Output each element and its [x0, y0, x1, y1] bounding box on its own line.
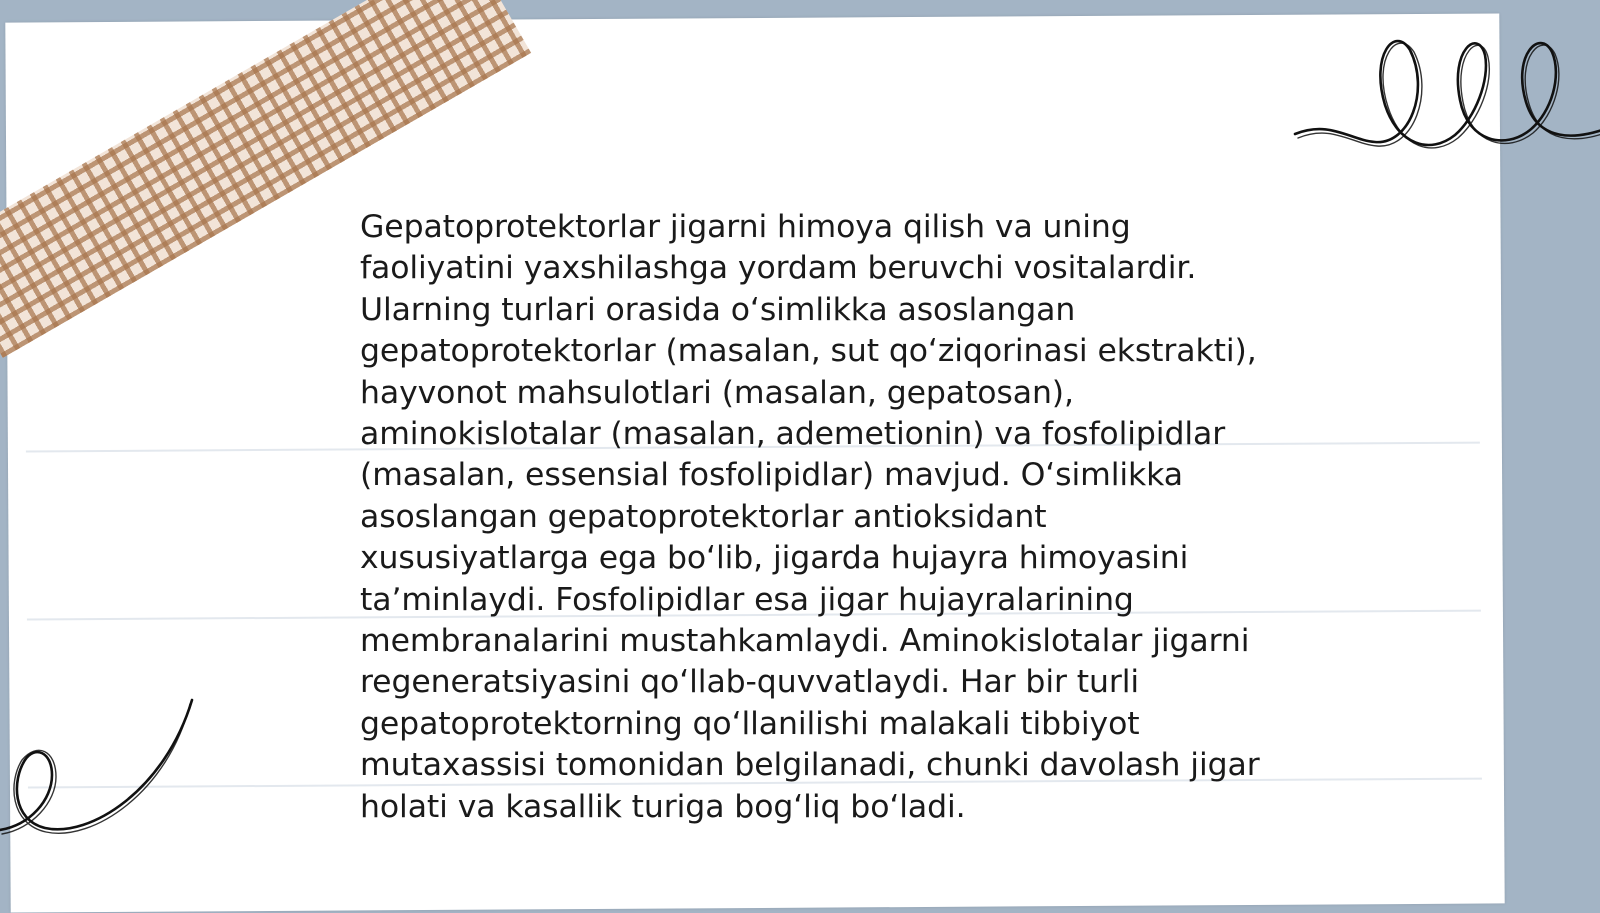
curl-doodle	[0, 690, 200, 850]
body-paragraph: Gepatoprotektorlar jigarni himoya qilish va uning faoliyatini yaxshilashga yordam beruvchi vositalardir. Ularning turlari orasida o‘simlikka asoslangan gepatoprotektorlar (masalan, sut qo‘ziqorinasi ekstrakti), hayvonot mahsulotlari (masalan, gepatosan), aminokislotalar (masalan, ademetionin) va fosfolipidlar (masalan, essensial fosfolipidlar) mavjud. O‘simlikka asoslangan gepatoprotektorlar antioksidant xususiyatlarga ega bo‘lib, jigarda hujayra himoyasini ta’minlaydi. Fosfolipidlar esa jigar hujayralarining membranalarini mustahkamlaydi. Aminokislotalar jigarni regeneratsiyasini qo‘llab-quvvatlaydi. Har bir turli gepatoprotektorning qo‘llanilishi malakali tibbiyot mutaxassisi tomonidan belgilanadi, chunki davolash jigar holati va kasallik turiga bog‘liq bo‘ladi.	[360, 209, 1260, 825]
loop-squiggle-doodle	[1290, 30, 1600, 170]
